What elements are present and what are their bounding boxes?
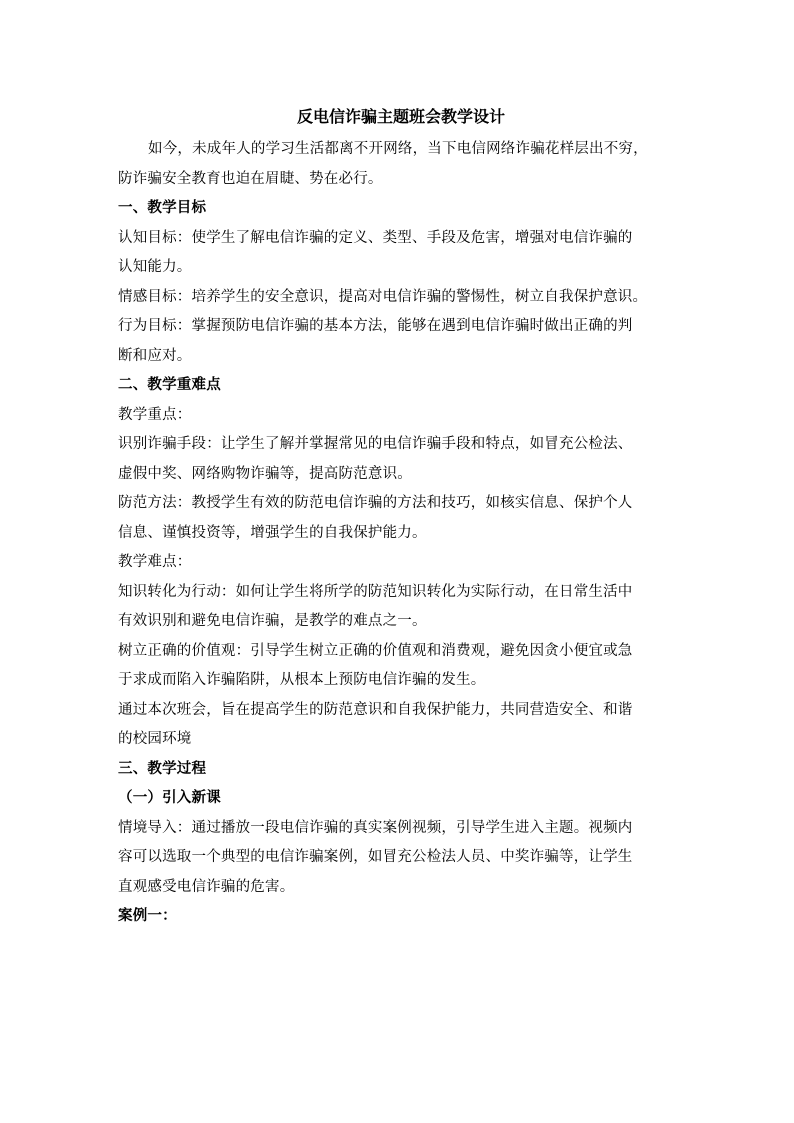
- body-line: 行为目标：掌握预防电信诈骗的基本方法，能够在遇到电信诈骗时做出正确的判: [118, 318, 633, 334]
- body-line: 情境导入：通过播放一段电信诈骗的真实案例视频，引导学生进入主题。视频内: [118, 819, 633, 836]
- section-heading: 三、教学过程: [118, 760, 207, 777]
- body-line: 信息、谨慎投资等，增强学生的自我保护能力。: [118, 524, 427, 541]
- body-line: 通过本次班会，旨在提高学生的防范意识和自我保护能力，共同营造安全、和谐: [118, 701, 633, 718]
- section-heading: 一、教学目标: [118, 200, 207, 216]
- body-line: 的校园环境: [118, 731, 192, 747]
- body-line: 教学重点：: [118, 406, 192, 423]
- intro-paragraph-line: 如今，未成年人的学习生活都离不开网络，当下电信网络诈骗花样层出不穷，: [148, 141, 648, 157]
- section-heading: 案例一：: [118, 908, 177, 924]
- body-line: 情感目标：培养学生的安全意识，提高对电信诈骗的警惕性，树立自我保护意识。: [118, 288, 648, 305]
- body-line: 断和应对。: [118, 347, 192, 364]
- body-line: 认知能力。: [118, 259, 192, 275]
- body-line: 直观感受电信诈骗的危害。: [118, 878, 295, 895]
- body-line: 虚假中奖、网络购物诈骗等，提高防范意识。: [118, 465, 412, 482]
- body-line: 知识转化为行动：如何让学生将所学的防范知识转化为实际行动，在日常生活中: [118, 583, 633, 600]
- section-heading: 二、教学重难点: [118, 377, 221, 393]
- document-title: 反电信诈骗主题班会教学设计: [296, 107, 505, 126]
- body-line: 教学难点：: [118, 554, 192, 570]
- body-line: 有效识别和避免电信诈骗，是教学的难点之一。: [118, 613, 427, 629]
- body-line: 识别诈骗手段：让学生了解并掌握常见的电信诈骗手段和特点，如冒充公检法、: [118, 436, 633, 452]
- body-line: 防范方法：教授学生有效的防范电信诈骗的方法和技巧，如核实信息、保护个人: [118, 495, 633, 511]
- body-line: 认知目标：使学生了解电信诈骗的定义、类型、手段及危害，增强对电信诈骗的: [118, 229, 633, 246]
- body-line: 树立正确的价值观：引导学生树立正确的价值观和消费观，避免因贪小便宜或急: [118, 642, 633, 659]
- document-page: [118, 104, 684, 932]
- body-line: 防诈骗安全教育也迫在眉睫、势在必行。: [118, 170, 383, 187]
- body-line: 容可以选取一个典型的电信诈骗案例，如冒充公检法人员、中奖诈骗等，让学生: [118, 849, 633, 865]
- body-line: 于求成而陷入诈骗陷阱，从根本上预防电信诈骗的发生。: [118, 672, 486, 688]
- document-body: [118, 135, 684, 932]
- subsection-heading: （一）引入新课: [118, 790, 221, 806]
